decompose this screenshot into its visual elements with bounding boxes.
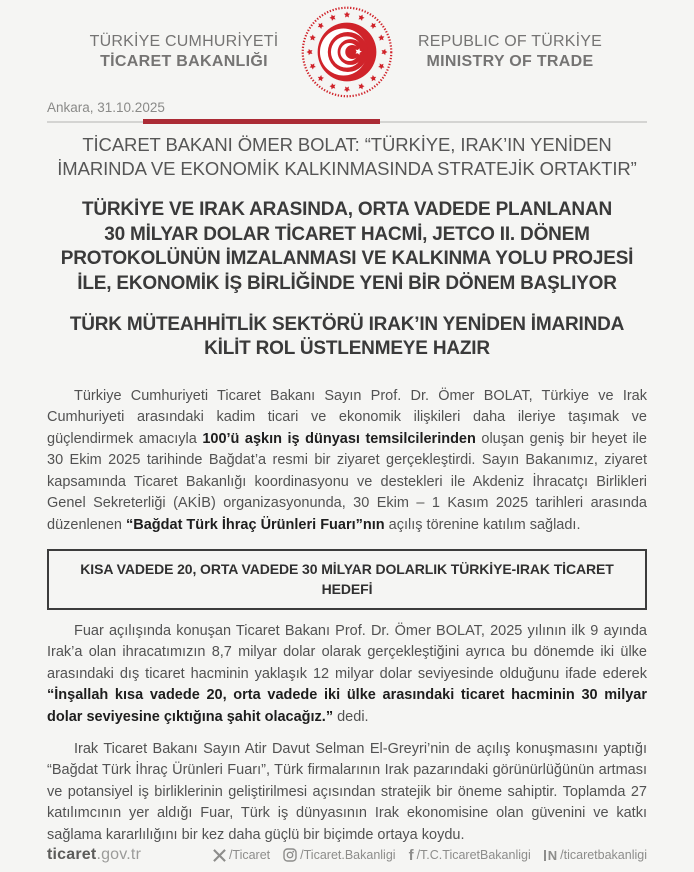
body-paragraph-1: Türkiye Cumhuriyeti Ticaret Bakanı Sayın Prof. Dr. Ömer BOLAT, Türkiye ve Irak Cumhuriyeti arasındaki kadim ticari ve ekonomik ilişkileri daha ileriye taşımak ve güçlendirmek amacıyla 100’ü aşkın iş dünyası temsilcilerinden oluşan geniş bir heyet ile 30 Ekim 2025 tarihinde Bağdat’a resmi bir ziyaret gerçekleştirdi. Sayın Bakanımız, ziyaret kapsamında Ticaret Bakanlığı koordinasyonu ve destekleri ile Akdeniz İhracatçı Birlikleri Genel Sekreterliği (AKİB) organizasyonunda, 30 Ekim – 1 Kasım 2025 tarihleri arasında düzenlenen “Bağdat Türk İhraç Ürünleri Fuarı”nın açılış törenine katılım sağladı. (47, 387, 647, 533)
social-handle: /Ticaret (228, 848, 271, 863)
ministry-name-tr-line2: TİCARET BAKANLIĞI (100, 53, 268, 70)
press-release-quote-title: TİCARET BAKANI ÖMER BOLAT: “TÜRKİYE, IRAK’IN YENİDEN İMARINDA VE EKONOMİK KALKINMASINDA STRATEJİK ORTAKTIR” (57, 134, 637, 180)
dateline: Ankara, 31.10.2025 (47, 100, 165, 115)
ministry-name-en-line2: MINISTRY OF TRADE (426, 53, 594, 70)
footer (47, 846, 647, 872)
website-bold-part: ticaret (47, 846, 97, 864)
website-link[interactable] (47, 846, 141, 864)
secondary-headline: TÜRK MÜTEAHHİTLİK SEKTÖRÜ IRAK’IN YENİDEN İMARINDA KİLİT ROL ÜSTLENMEYE HAZIR (69, 313, 625, 360)
social-handle: /Ticaret.Bakanligi (300, 848, 396, 863)
website-rest-part: .gov.tr (96, 846, 142, 864)
header (47, 6, 647, 98)
social-link-instagram[interactable] (283, 848, 395, 862)
nsosyal-icon: N (544, 849, 557, 862)
divider-red-accent (143, 119, 380, 124)
main-headline: TÜRKİYE VE IRAK ARASINDA, ORTA VADEDE PLANLANAN 30 MİLYAR DOLAR TİCARET HACMİ, JETCO II. DÖNEM PROTOKOLÜNÜN İMZALANMASI VE KALKINMA YOLU PROJESİ İLE, EKONOMİK İŞ BİRLİĞİNDE YENİ BİR DÖNEM BAŞLIYOR (60, 198, 634, 294)
social-handle: /ticaretbakanligi (560, 848, 647, 863)
ministry-name-turkish (84, 32, 284, 71)
social-link-facebook[interactable] (409, 848, 531, 863)
body-paragraph-2: Fuar açılışında konuşan Ticaret Bakanı Prof. Dr. Ömer BOLAT, 2025 yılının ilk 9 ayında Irak’a olan ihracatımızın 8,7 milyar dolar olarak gerçekleştiğini ayrıca bu dönemde iki ülke arasındaki dış ticaret hacminin yaklaşık 12 milyar dolar seviyesinde olduğunu ifade ederek “İnşallah kısa vadede 20, orta vadede iki ülke arasındaki ticaret hacminin 30 milyar dolar seviyesine çıktığına şahit olacağız.” dedi. (47, 622, 647, 725)
ministry-name-english (410, 32, 610, 71)
ministry-name-en-line1: REPUBLIC OF TÜRKİYE (418, 33, 602, 51)
facebook-icon: f (408, 846, 414, 864)
ministry-name-tr-line1: TÜRKİYE CUMHURİYETİ (89, 33, 279, 51)
social-links (213, 848, 647, 863)
ministry-of-trade-emblem-logo (300, 5, 394, 99)
social-link-x[interactable] (213, 848, 270, 862)
social-handle: /T.C.TicaretBakanligi (416, 848, 531, 863)
x-icon (213, 849, 226, 862)
body-paragraph-3: Irak Ticaret Bakanı Sayın Atir Davut Selman El-Greyri’nin de açılış konuşmasını yaptığı “Bağdat Türk İhraç Ürünleri Fuarı”, Türk firmalarının Irak pazarındaki görünürlüğünün artması ve potansiyel iş birliklerinin geliştirilmesi açısından stratejik bir öneme sahiptir. Toplamda 27 katılımcının yer aldığı Fuar, Türk iş dünyasının Irak ekonomisine olan güvenini ve katkı sağlama kararlılığını bir kez daha güçlü bir biçimde ortaya koydu. (47, 740, 647, 843)
social-link-nsosyal[interactable] (544, 848, 647, 862)
instagram-icon (283, 848, 297, 862)
boxed-subheading: KISA VADEDE 20, ORTA VADEDE 30 MİLYAR DOLARLIK TÜRKİYE-IRAK TİCARET HEDEFİ (47, 549, 647, 610)
